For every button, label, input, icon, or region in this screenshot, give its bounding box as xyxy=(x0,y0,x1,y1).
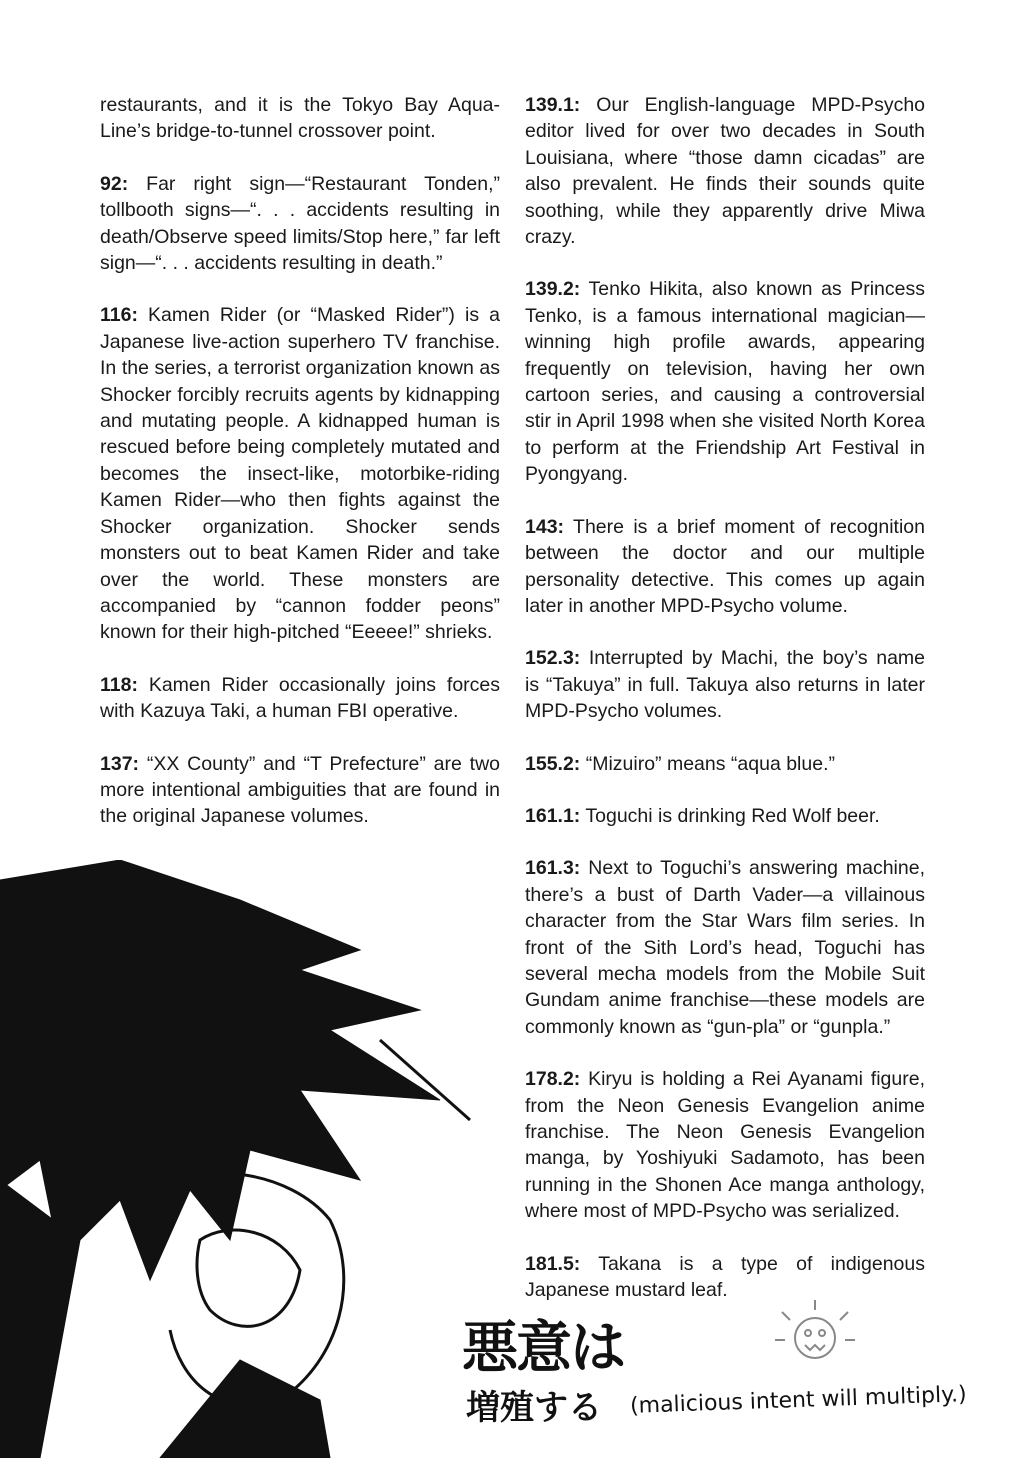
note-116: 116: Kamen Rider (or “Masked Rider”) is a Japanese live-action superhero TV franchise. In the series, a terrorist organization known as Shocker forcibly recruits agents by kidnapping and mutating people. A kidnapped human is rescued before being completely mutated and becomes the insect-like, motorbike-riding Kamen Rider—who then fights against the Shocker organization. Shocker sends monsters out to beat Kamen Rider and take over the world. These monsters are accompanied by “cannon fodder peons” known for their high-pitched “Eeeee!” shrieks. xyxy=(100,304,500,644)
note-152-3: 152.3: Interrupted by Machi, the boy’s name is “Takuya” in full. Takuya also returns in later MPD-Psycho volumes. xyxy=(525,647,926,723)
japanese-title: 悪意は xyxy=(462,1315,624,1381)
smiley-doodle-icon xyxy=(770,1290,860,1380)
note-continued: restaurants, and it is the Tokyo Bay Aqua-Line’s bridge-to-tunnel crossover point. xyxy=(100,94,500,143)
note-118: 118: Kamen Rider occasionally joins forces with Kazuya Taki, a human FBI operative. xyxy=(100,673,501,723)
note-161-1: 161.1: Toguchi is drinking Red Wolf beer. xyxy=(525,804,880,827)
note-139-1: 139.1: Our English-language MPD-Psycho editor lived for over two decades in South Louisiana, where “those damn cicadas” are also prevalent. He finds their sounds quite soothing, while they apparently drive Miwa crazy. xyxy=(525,94,926,249)
note-155-2: 155.2: “Mizuiro” means “aqua blue.” xyxy=(525,752,835,775)
note-139-2: 139.2: Tenko Hikita, also known as Princess Tenko, is a famous international magician—winning high profile awards, appearing frequently on television, having her own cartoon series, and causing a controversial stir in April 1998 when she visited North Korea to perform at the Friendship Art Festival in Pyongyang. xyxy=(525,278,925,486)
notes-column-right xyxy=(525,92,925,1329)
note-181-5: 181.5: Takana is a type of indigenous Japanese mustard leaf. xyxy=(525,1252,925,1302)
note-178-2: 178.2: Kiryu is holding a Rei Ayanami figure, from the Neon Genesis Evangelion anime franchise. The Neon Genesis Evangelion manga, by Yoshiyuki Sadamoto, has been running in the Shonen Ace manga anthology, where most of MPD-Psycho was serialized. xyxy=(525,1068,925,1223)
notes-column-left xyxy=(100,92,500,856)
japanese-subtitle: 増殖する xyxy=(466,1388,602,1428)
note-92: 92: Far right sign—“Restaurant Tonden,” tollbooth signs—“. . . accidents resulting in death/Observe speed limits/Stop here,” far left sign—“. . . accidents resulting in death.” xyxy=(100,172,500,275)
note-137: 137: “XX County” and “T Prefecture” are two more intentional ambiguities that are found in the original Japanese volumes. xyxy=(100,752,500,828)
note-143: 143: There is a brief moment of recognition between the doctor and our multiple personality detective. This comes up again later in another MPD-Psycho volume. xyxy=(525,515,925,617)
note-161-3: 161.3: Next to Toguchi’s answering machine, there’s a bust of Darth Vader—a villainous character from the Star Wars film series. In front of the Sith Lord’s head, Toguchi has several mecha models from the Mobile Suit Gundam anime franchise—these models are commonly known as “gun-pla” or “gunpla.” xyxy=(525,857,925,1038)
english-translation: (malicious intent will multiply.) xyxy=(629,1382,967,1419)
